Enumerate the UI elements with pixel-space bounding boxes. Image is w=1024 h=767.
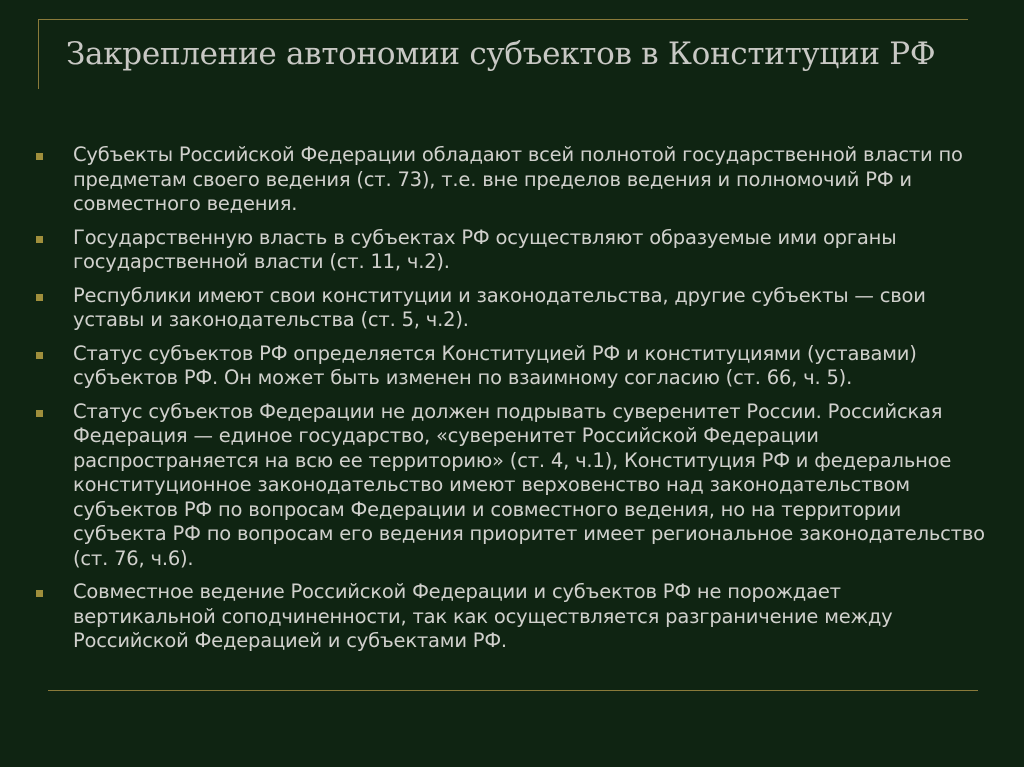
bullet-text: Совместное ведение Российской Федерации и субъектов РФ не порождает вертикальной соподчиненности, так как осуществляется разграничение между Российской Федерацией и субъектами РФ. bbox=[73, 580, 893, 652]
bullet-text: Субъекты Российской Федерации обладают всей полнотой государственной власти по предметам своего ведения (ст. 73), т.е. вне пределов ведения и полномочий РФ и совместного ведения. bbox=[73, 143, 963, 215]
bullet-text: Республики имеют свои конституции и законодательства, другие субъекты — свои уставы и законодательства (ст. 5, ч.2). bbox=[73, 283, 926, 331]
square-bullet-icon bbox=[36, 153, 43, 160]
square-bullet-icon bbox=[36, 590, 43, 597]
square-bullet-icon bbox=[36, 352, 43, 359]
bullet-text: Статус субъектов Федерации не должен подрывать суверенитет России. Российская Федерация — единое государство, «суверенитет Российской Федерации распространяется на всю ее территорию» (ст. 4, ч.1), Конституция РФ и федеральное конституционное законодательство имеют верховенство над законодательством субъектов РФ по вопросам Федерации и совместного ведения, но на территории субъекта РФ по вопросам его ведения приоритет имеет региональное законодательство (ст. 76, ч.6). bbox=[73, 399, 985, 570]
bullet-item bbox=[36, 226, 986, 275]
bullet-text: Статус субъектов РФ определяется Конституцией РФ и конституциями (уставами) субъектов РФ. Он может быть изменен по взаимному согласию (ст. 66, ч. 5). bbox=[73, 341, 917, 389]
left-divider bbox=[38, 19, 39, 89]
bullet-list bbox=[36, 143, 986, 663]
bullet-item bbox=[36, 342, 986, 391]
bullet-text: Государственную власть в субъектах РФ осуществляют образуемые ими органы государственной власти (ст. 11, ч.2). bbox=[73, 225, 897, 273]
square-bullet-icon bbox=[36, 294, 43, 301]
square-bullet-icon bbox=[36, 410, 43, 417]
bullet-item bbox=[36, 400, 986, 572]
slide-title: Закрепление автономии субъектов в Конституции РФ bbox=[66, 36, 936, 72]
bottom-divider bbox=[48, 690, 978, 691]
square-bullet-icon bbox=[36, 236, 43, 243]
bullet-item bbox=[36, 143, 986, 217]
top-divider bbox=[38, 19, 968, 20]
bullet-item bbox=[36, 580, 986, 654]
bullet-item bbox=[36, 284, 986, 333]
